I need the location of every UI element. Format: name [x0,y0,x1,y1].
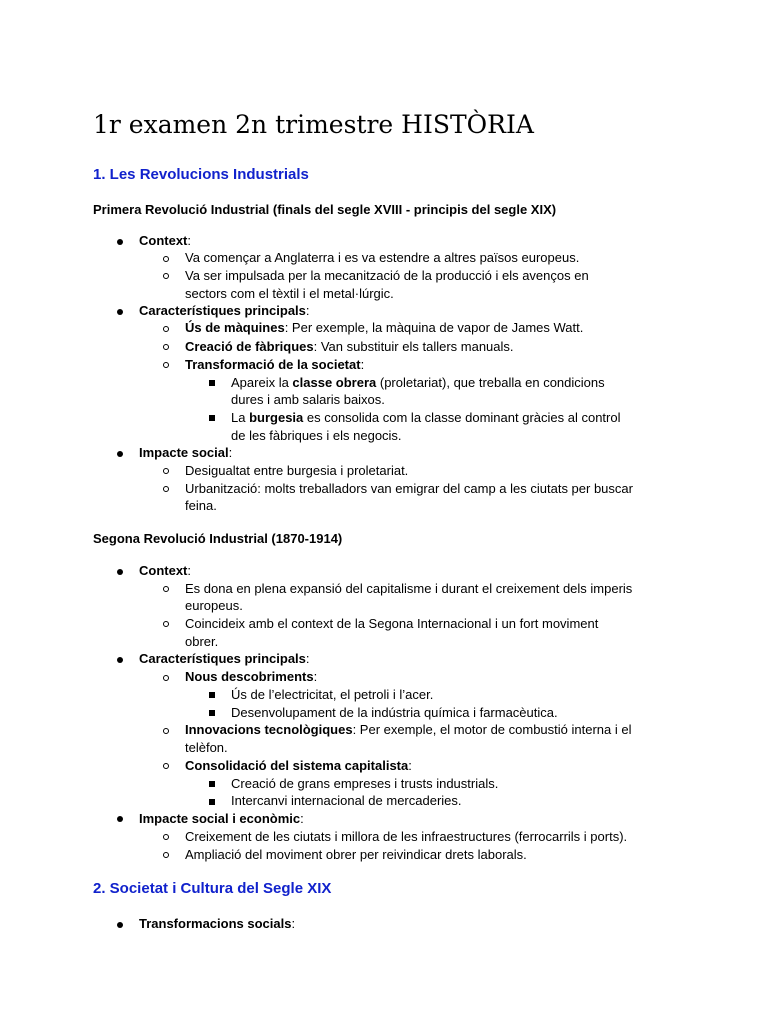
list-item-continued: sectors com el tèxtil i el metal·lúrgic. [185,286,394,301]
list-item: Ús de l’electricitat, el petroli i l’acer. [231,687,434,702]
bullet-disc [117,239,123,245]
bullet-square [209,380,215,386]
list-item: La burgesia es consolida com la classe dominant gràcies al control [231,410,621,425]
subheading-segona: Segona Revolució Industrial (1870-1914) [93,531,343,546]
list-item: Característiques principals: [139,303,310,318]
bullet-circle [163,586,169,592]
list-item: Creixement de les ciutats i millora de les infraestructures (ferrocarrils i ports). [185,829,628,844]
bullet-circle [163,486,169,492]
list-item: Creació de fàbriques: Van substituir els tallers manuals. [185,339,514,354]
bullet-disc [117,451,123,457]
section-heading-1: 1. Les Revolucions Industrials [93,166,309,183]
list-item: Transformacions socials: [139,916,296,931]
bullet-disc [117,922,123,928]
bullet-square [209,799,215,805]
bullet-circle [163,468,169,474]
list-item: Innovacions tecnològiques: Per exemple, el motor de combustió interna i el [185,722,632,737]
list-item-continued: obrer. [185,634,219,649]
bullet-circle [163,256,169,262]
list-item: Impacte social i econòmic: [139,811,304,826]
list-item: Va ser impulsada per la mecanització de la producció i els avenços en [185,268,589,283]
list-item-continued: europeus. [185,598,243,613]
bullet-disc [117,657,123,663]
bullet-circle [163,344,169,350]
bullet-circle [163,326,169,332]
list-item: Nous descobriments: [185,669,318,684]
bullet-disc [117,309,123,315]
list-item-continued: telèfon. [185,740,228,755]
list-item: Característiques principals: [139,651,310,666]
list-item-continued: feina. [185,498,217,513]
list-item: Impacte social: [139,445,233,460]
list-item: Transformació de la societat: [185,357,365,372]
list-item: Es dona en plena expansió del capitalisme i durant el creixement dels imperis [185,581,633,596]
bullet-circle [163,675,169,681]
bullet-square [209,710,215,716]
page-title: 1r examen 2n trimestre HISTÒRIA [93,110,534,139]
bullet-square [209,692,215,698]
bullet-disc [117,569,123,575]
list-item: Urbanització: molts treballadors van emigrar del camp a les ciutats per buscar [185,481,633,496]
subheading-primera: Primera Revolució Industrial (finals del segle XVIII - principis del segle XIX) [93,202,557,217]
list-item: Ampliació del moviment obrer per reivindicar drets laborals. [185,847,527,862]
list-item: Desigualtat entre burgesia i proletariat. [185,463,409,478]
bullet-square [209,415,215,421]
bullet-disc [117,816,123,822]
list-item: Context: [139,233,192,248]
list-item: Creació de grans empreses i trusts industrials. [231,776,499,791]
list-item: Consolidació del sistema capitalista: [185,758,412,773]
list-item-continued: de les fàbriques i els negocis. [231,428,402,443]
list-item: Coincideix amb el context de la Segona Internacional i un fort moviment [185,616,599,631]
list-item: Context: [139,563,192,578]
bullet-square [209,781,215,787]
bullet-circle [163,621,169,627]
list-item-continued: dures i amb salaris baixos. [231,392,385,407]
bullet-circle [163,273,169,279]
section-heading-2: 2. Societat i Cultura del Segle XIX [93,880,332,897]
bullet-circle [163,728,169,734]
list-item: Ús de màquines: Per exemple, la màquina de vapor de James Watt. [185,320,584,335]
bullet-circle [163,362,169,368]
list-item: Desenvolupament de la indústria química i farmacèutica. [231,705,558,720]
list-item: Va començar a Anglaterra i es va estendre a altres països europeus. [185,250,580,265]
bullet-circle [163,834,169,840]
bullet-circle [163,852,169,858]
list-item: Apareix la classe obrera (proletariat), que treballa en condicions [231,375,605,390]
bullet-circle [163,763,169,769]
list-item: Intercanvi internacional de mercaderies. [231,793,462,808]
